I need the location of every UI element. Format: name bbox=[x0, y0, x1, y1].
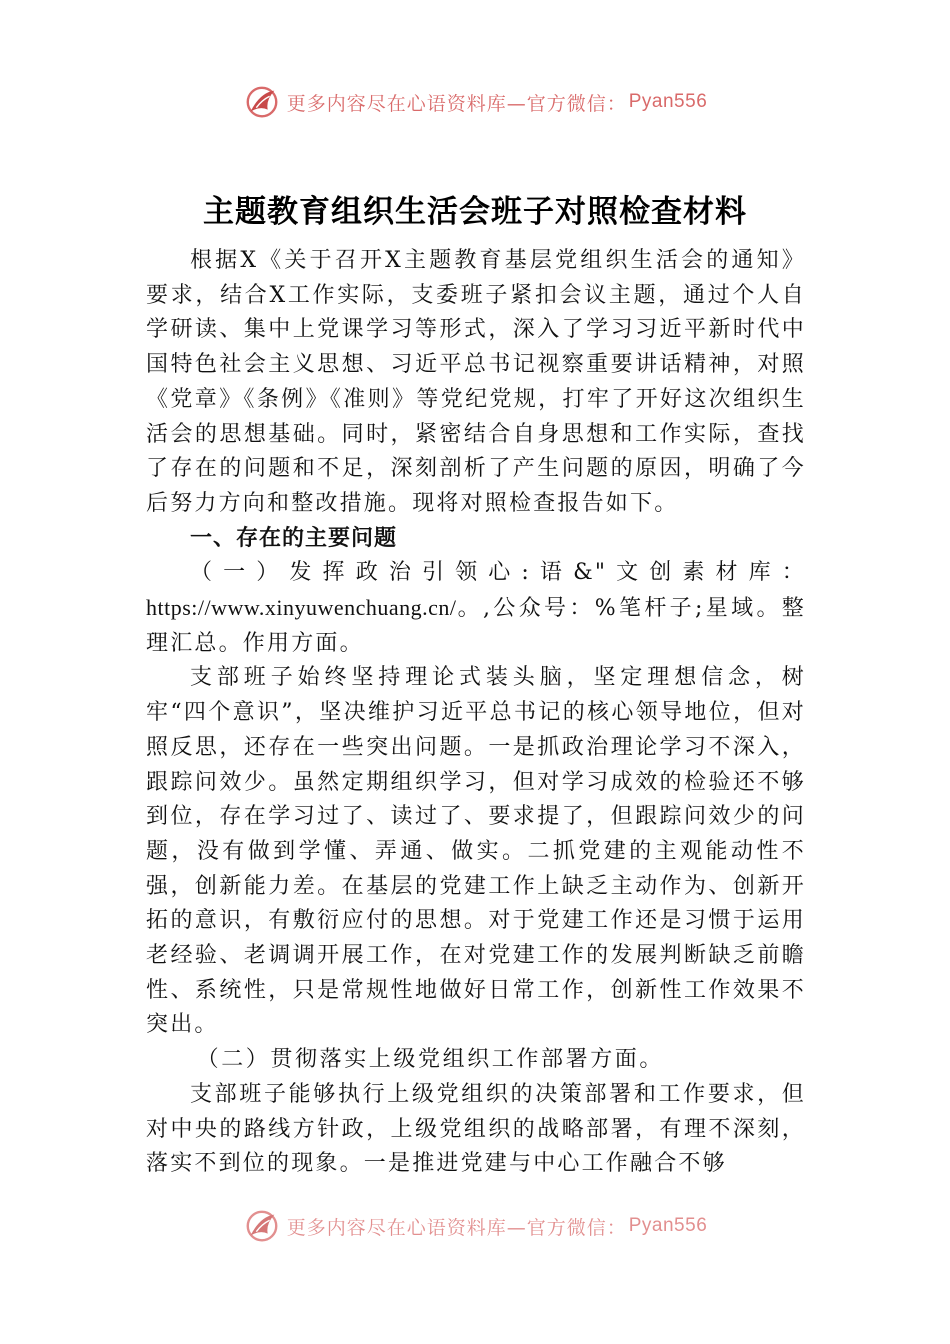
subsection-2-paragraph: 支部班子能够执行上级党组织的决策部署和工作要求，但对中央的路线方针政，上级党组织的战略部署，有理不深刻，落实不到位的现象。一是推进党建与中心工作融合不够 bbox=[146, 1081, 806, 1177]
subsection-1-paragraph: 支部班子始终坚持理论式装头脑，坚定理想信念，树牢“四个意识”，坚决维护习近平总书记的核心领导地位，但对照反思，还存在一些突出问题。一是抓政治理论学习不深入，跟踪问效少。虽然定期组织学习，但对学习成效的检验还不够到位，存在学习过了、读过了、要求提了，但跟踪问效少的问题，没有做到学懂、弄通、做实。二抓党建的主观能动性不强，创新能力差。在基层的党建工作上缺乏主动作为、创新开拓的意识，有敷衍应付的思想。对于党建工作还是习惯于运用老经验、老调调开展工作，在对党建工作的发展判断缺乏前瞻性、系统性，只是常规性地做好日常工作，创新性工作效果不突出。 bbox=[146, 665, 806, 1038]
source-url-link: https://www.xinyuwenchuang.cn/ bbox=[146, 595, 457, 621]
section-heading-1: 一、存在的主要问题 bbox=[190, 525, 398, 551]
subsection-heading-1 bbox=[146, 556, 806, 661]
watermark-banner-bottom bbox=[0, 1206, 950, 1246]
banner-text: 更多内容尽在心语资料库—官方微信： bbox=[286, 1216, 627, 1239]
watermark-banner-top bbox=[0, 82, 950, 122]
banner-wechat-id: Pyan556 bbox=[628, 1215, 708, 1236]
subsection-heading-1-text: （一）发挥政治引领心:语&"文创素材库： bbox=[190, 560, 806, 586]
document-title: 主题教育组织生活会班子对照检查材料 bbox=[203, 194, 747, 230]
subsection-heading-2: （二）贯彻落实上级党组织工作部署方面。 bbox=[196, 1047, 664, 1073]
intro-paragraph: 根据X《关于召开X主题教育基层党组织生活会的通知》要求，结合X工作实际，支委班子紧扣会议主题，通过个人自学研读、集中上党课学习等形式，深入了学习习近平新时代中国特色社会主义思想、习近平总书记视察重要讲话精神，对照《党章》《条例》《准则》等党纪党规，打牢了开好这次组织生活会的思想基础。同时，紧密结合自身思想和工作实际，查找了存在的问题和不足，深刻剖析了产生问题的原因，明确了今后努力方向和整改措施。现将对照检查报告如下。 bbox=[146, 248, 806, 516]
banner-wechat-id: Pyan556 bbox=[628, 91, 708, 112]
brand-logo-icon bbox=[243, 83, 281, 121]
brand-logo-icon bbox=[243, 1207, 281, 1245]
subsection-heading-1-tail: 。,公众号：%笔杆子;星域。整理汇总。作用方面。 bbox=[146, 596, 806, 656]
banner-text: 更多内容尽在心语资料库—官方微信： bbox=[286, 92, 627, 115]
document-body bbox=[146, 244, 806, 1182]
